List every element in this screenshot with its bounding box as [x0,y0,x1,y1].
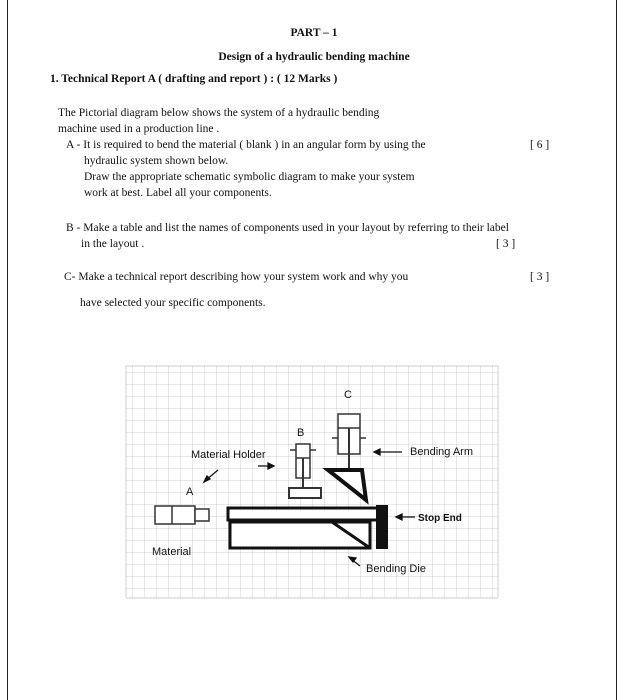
label-bending-die: Bending Die [366,563,426,575]
part-b-line-1: B - Make a table and list the names of components used in your layout by referring to their label [66,222,509,234]
part-b-marks: [ 3 ] [496,238,516,250]
label-material: Material [152,546,192,558]
cylinder-a [155,506,209,524]
part-a-line-4: work at best. Label all your components. [84,187,272,199]
label-stop-end: Stop End [418,513,462,524]
stop-end [376,505,388,549]
part-c-line-2: have selected your specific components. [80,297,266,309]
label-bending-arm: Bending Arm [410,446,473,458]
intro-line-1: The Pictorial diagram below shows the system of a hydraulic bending [58,107,380,119]
part-a-line-3: Draw the appropriate schematic symbolic diagram to make your system [84,171,415,183]
intro-line-2: machine used in a production line . [58,123,220,135]
document-subtitle: Design of a hydraulic bending machine [218,51,410,63]
part-a-marks: [ 6 ] [530,139,550,151]
label-a: A [186,486,194,498]
material-plate [228,508,378,520]
part-c-marks: [ 3 ] [530,271,550,283]
part-c-line-1: C- Make a technical report describing how your system work and why you [64,271,409,283]
part-a-line-2: hydraulic system shown below. [84,155,229,167]
question-title: 1. Technical Report A ( drafting and report ) : ( 12 Marks ) [50,73,338,85]
part-b-line-2: in the layout . [81,238,145,250]
material-holder [289,488,321,498]
part-a-line-1: A - It is required to bend the material ( blank ) in an angular form by using the [66,139,426,151]
label-material-holder: Material Holder [191,449,266,461]
part-title: PART – 1 [290,27,338,39]
label-c: C [344,389,352,401]
diagram-grid [126,366,498,598]
label-b: B [297,427,305,439]
